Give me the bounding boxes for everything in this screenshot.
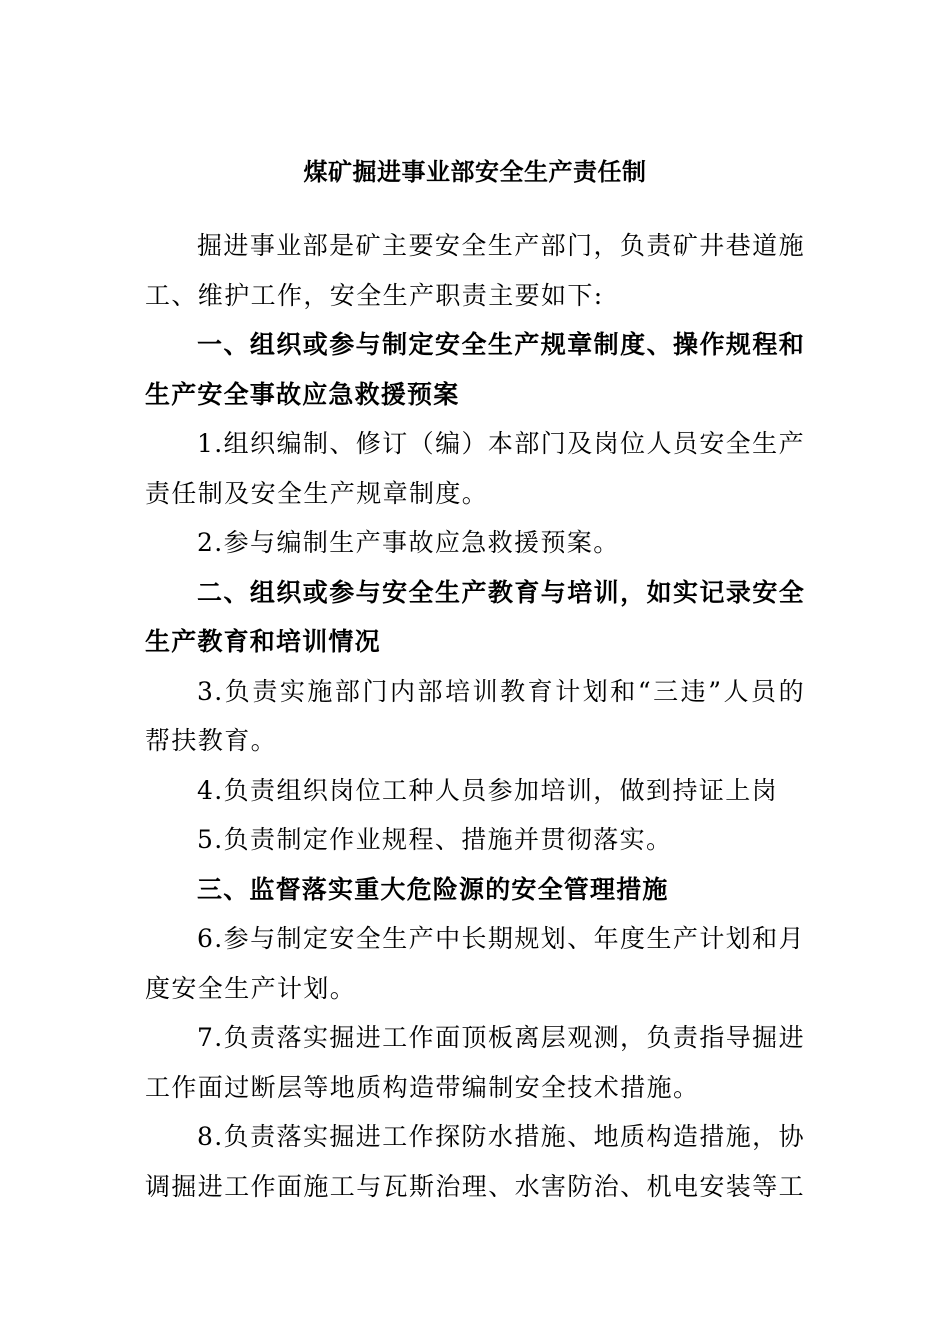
document-title: 煤矿掘进事业部安全生产责任制: [303, 158, 647, 186]
paragraph-item-4: 4.负责组织岗位工种人员参加培训，做到持证上岗: [197, 775, 779, 805]
paragraph-item-3: 3.负责实施部门内部培训教育计划和“三违”人员的帮扶教育。: [145, 676, 805, 755]
document-page: [145, 148, 805, 1211]
section-heading-2: 二、组织或参与安全生产教育与培训，如实记录安全生产教育和培训情况: [145, 577, 805, 656]
section-heading-1: 一、组织或参与制定安全生产规章制度、操作规程和生产安全事故应急救援预案: [145, 330, 805, 409]
paragraph-item-1: 1.组织编制、修订（编）本部门及岗位人员安全生产责任制及安全生产规章制度。: [145, 429, 805, 508]
paragraph-item-5: 5.负责制定作业规程、措施并贯彻落实。: [197, 825, 673, 854]
paragraph-item-7: 7.负责落实掘进工作面顶板离层观测，负责指导掘进工作面过断层等地质构造带编制安全技术措施。: [145, 1023, 805, 1102]
paragraph-item-2: 2.参与编制生产事故应急救援预案。: [197, 528, 620, 557]
paragraph-item-6: 6.参与制定安全生产中长期规划、年度生产计划和月度安全生产计划。: [145, 924, 805, 1003]
section-heading-3: 三、监督落实重大危险源的安全管理措施: [197, 874, 669, 904]
paragraph-item-8: 8.负责落实掘进工作探防水措施、地质构造措施，协调掘进工作面施工与瓦斯治理、水害防治、机电安装等工: [145, 1122, 806, 1201]
paragraph-intro: 掘进事业部是矿主要安全生产部门，负责矿井巷道施工、维护工作，安全生产职责主要如下:: [145, 231, 805, 310]
